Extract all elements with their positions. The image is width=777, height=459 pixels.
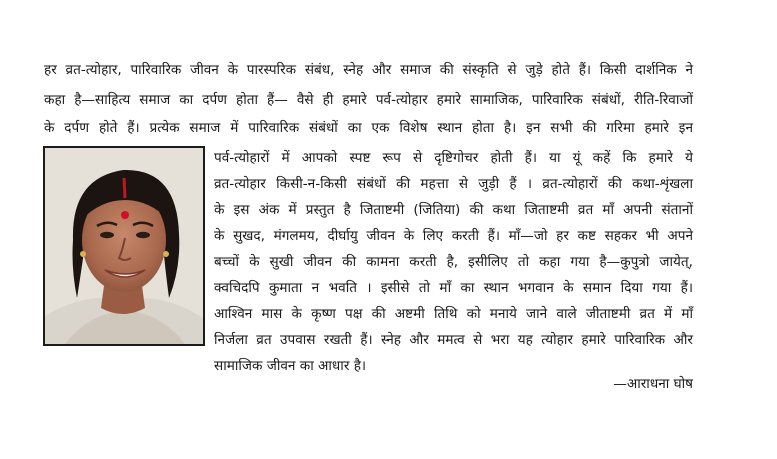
article-line-9: क्वचिदपि कुमाता न भवति । इसीसे तो माँ का स्थान भगवान के समान दिया गया हैं।	[214, 280, 693, 296]
article-line-6: के इस अंक में प्रस्तुत है जिताष्टमी (जितिया) की कथा जिताष्टमी व्रत माँ अपनी संतानों	[214, 202, 693, 218]
article-line-7: के सुखद, मंगलमय, दीर्घायु जीवन के लिए करती हैं। माँ—जो हर कष्ट सहकर भी अपने	[214, 228, 693, 244]
article-line-3: के दर्पण होते हैं। प्रत्येक समाज में पारिवारिक संबंधों का एक विशेष स्थान होता है। इन सभी की गरिमा हमारे इन	[44, 120, 693, 136]
article-line-11: निर्जला व्रत उपवास रखती हैं। स्नेह और ममत्व से भरा यह त्योहार हमारे पारिवारिक और	[214, 332, 693, 348]
article-line-12: सामाजिक जीवन का आधार है।	[214, 358, 367, 374]
article-line-5: व्रत-त्योहार किसी-न-किसी संबंधों की महत्ता से जुड़ी हैं । व्रत-त्योहारों की कथा-शृंखला	[214, 176, 693, 192]
author-signature: —आराधना घोष	[613, 376, 693, 392]
author-photo	[43, 146, 205, 346]
article-line-10: आश्विन मास के कृष्ण पक्ष की अष्टमी तिथि को मनाये जाने वाले जीताष्टमी व्रत में माँ	[214, 306, 693, 322]
author-portrait-image	[45, 148, 203, 344]
article-line-2: कहा है—साहित्य समाज का दर्पण होता हैं— वैसे ही हमारे पर्व-त्योहार हमारे सामाजिक, पारिवारिक संबंधों, रीति-रिवाजों	[44, 92, 693, 108]
article-line-1: हर व्रत-त्योहार, पारिवारिक जीवन के पारस्परिक संबंध, स्नेह और समाज की संस्कृति से जुड़े होते हैं। किसी दार्शनिक ने	[44, 62, 693, 78]
article-line-4: पर्व-त्योहारों में आपको स्पष्ट रूप से दृष्टिगोचर होती हैं। या यूं कहें कि हमारे ये	[214, 150, 693, 166]
article-line-8: बच्चों के सुखी जीवन की कामना करती है, इसीलिए तो कहा गया है—कुपुत्रो जायेत्,	[214, 254, 693, 270]
